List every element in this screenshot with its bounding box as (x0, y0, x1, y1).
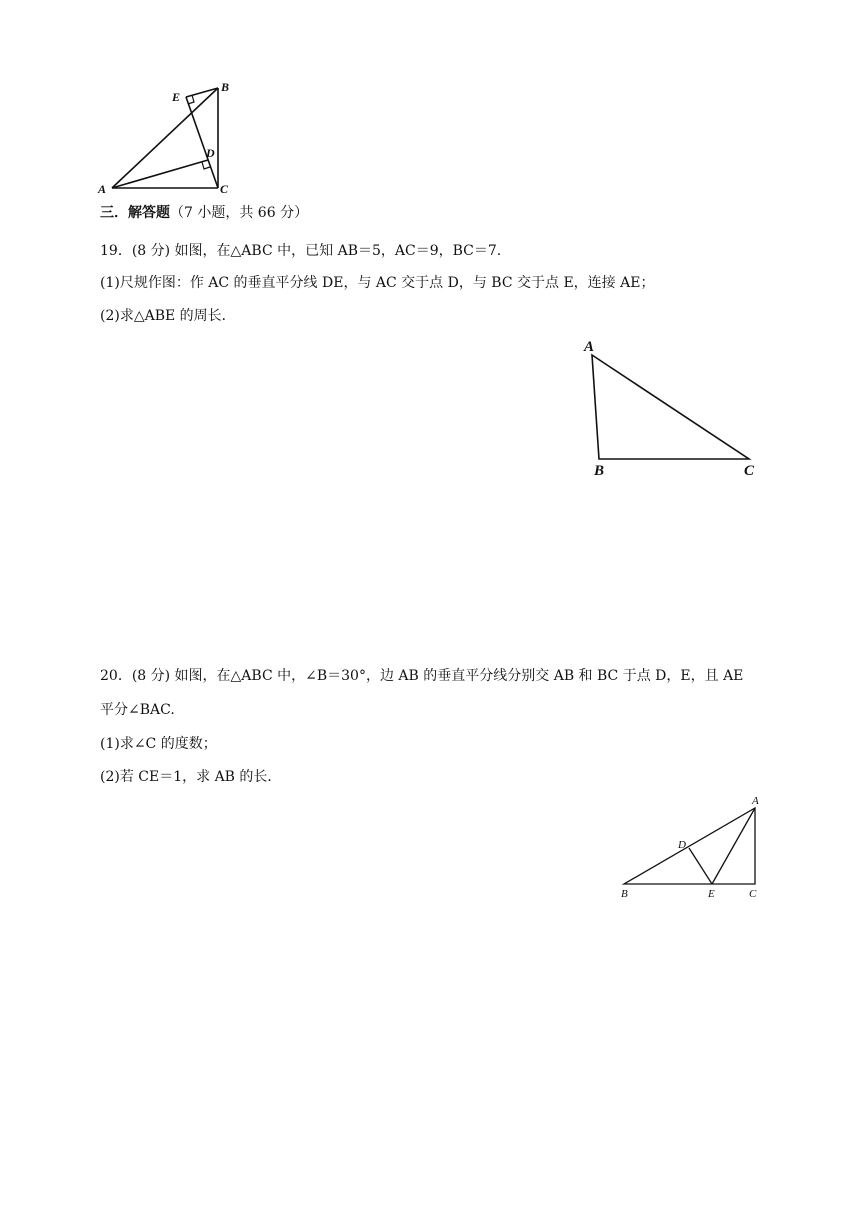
label-b: B (594, 463, 605, 479)
label-b: B (621, 888, 628, 900)
q19-stem: 19．(8 分) 如图，在△ABC 中，已知 AB＝5，AC＝9，BC＝7. (100, 243, 502, 259)
q20-stem-line2: 平分∠BAC. (100, 702, 175, 718)
label-e: E (172, 90, 181, 104)
q20-part1: (1)求∠C 的度数； (100, 736, 217, 752)
label-b: B (221, 80, 230, 94)
segment-ae (712, 808, 755, 884)
label-c: C (749, 888, 757, 900)
label-a: A (752, 795, 759, 807)
label-e: E (708, 888, 715, 900)
q20-stem-line1: 20．(8 分) 如图，在△ABC 中，∠B＝30°，边 AB 的垂直平分线分别交 AB 和 BC 于点 D，E，且 AE (100, 668, 744, 684)
triangle-abc (624, 808, 755, 884)
label-d: D (206, 146, 215, 160)
section-heading (100, 202, 308, 222)
q19-triangle-figure (578, 335, 768, 480)
segment-de (689, 848, 712, 884)
triangle-abc (592, 355, 749, 459)
label-a: A (98, 182, 107, 196)
top-triangle-figure (90, 75, 250, 200)
q19-part1: (1)尺规作图：作 AC 的垂直平分线 DE，与 AC 交于点 D，与 BC 交于点 E，连接 AE； (100, 275, 655, 291)
label-c: C (220, 182, 229, 196)
q19-part2: (2)求△ABE 的周长． (100, 308, 236, 324)
q20-part2: (2)若 CE＝1，求 AB 的长． (100, 769, 282, 785)
q20-triangle-figure (612, 790, 772, 905)
label-c: C (744, 463, 755, 479)
section-note: （7 小题，共 66 分） (170, 205, 309, 221)
label-a: A (584, 339, 595, 355)
section-title: 三．解答题 (100, 205, 170, 221)
segment-ec (186, 97, 218, 188)
label-d: D (678, 839, 686, 851)
